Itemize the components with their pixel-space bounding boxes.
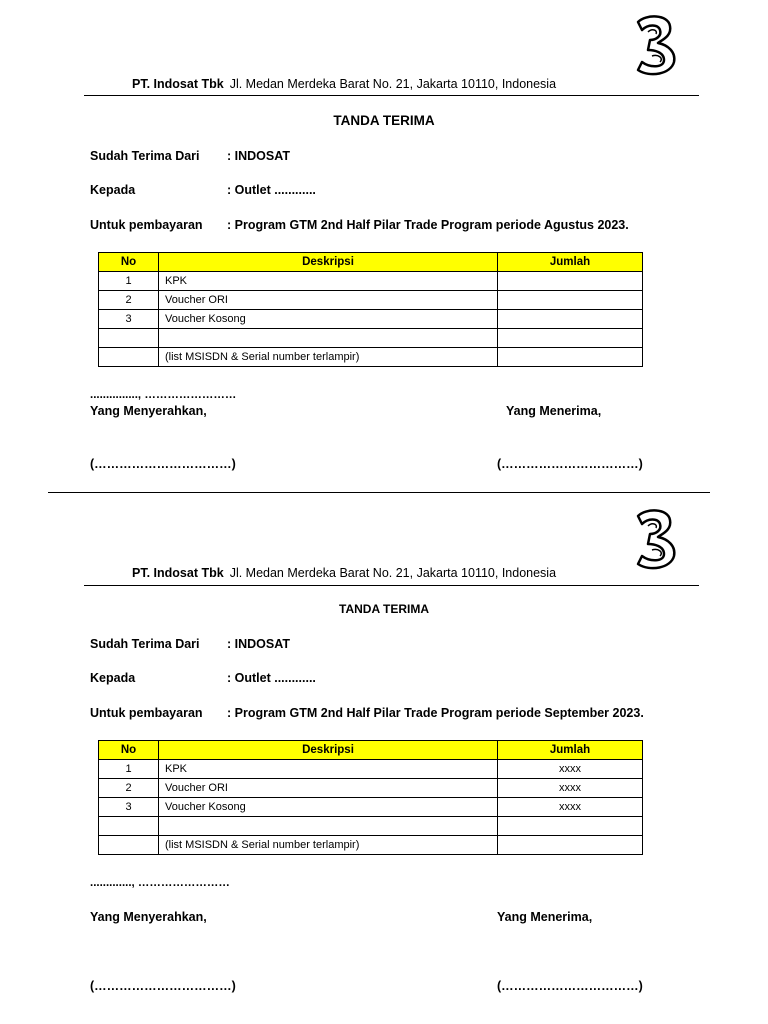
giver-label: Yang Menyerahkan, <box>90 404 207 418</box>
three-logo-icon <box>628 506 680 572</box>
table-row <box>99 836 643 855</box>
cell-amount <box>498 329 643 348</box>
field-label-from: Sudah Terima Dari <box>90 149 200 163</box>
cell-amount: xxxx <box>498 779 643 798</box>
cell-amount <box>498 817 643 836</box>
cell-no: 3 <box>99 798 159 817</box>
header-no: No <box>99 741 159 760</box>
receiver-signature-line: (……………………………) <box>497 457 643 471</box>
table-row <box>99 779 643 798</box>
company-name: PT. Indosat Tbk <box>132 566 224 580</box>
field-label-payment: Untuk pembayaran <box>90 706 203 720</box>
place-date: ............., …………………… <box>90 877 230 889</box>
field-value-payment: : Program GTM 2nd Half Pilar Trade Program periode Agustus 2023. <box>227 218 629 232</box>
field-value-from: : INDOSAT <box>227 149 290 163</box>
cell-description <box>159 817 498 836</box>
cell-description: KPK <box>159 760 498 779</box>
field-label-to: Kepada <box>90 671 136 685</box>
cell-description: KPK <box>159 272 498 291</box>
receipt-title: TANDA TERIMA <box>333 113 435 128</box>
cell-description: Voucher ORI <box>159 291 498 310</box>
header-description: Deskripsi <box>159 741 498 760</box>
field-value-payment: : Program GTM 2nd Half Pilar Trade Program periode September 2023. <box>227 706 644 720</box>
company-address: Jl. Medan Merdeka Barat No. 21, Jakarta 10110, Indonesia <box>229 566 557 580</box>
header-rule <box>84 585 699 586</box>
giver-signature-line: (……………………………) <box>90 457 236 471</box>
header-amount: Jumlah <box>498 741 643 760</box>
table-row <box>99 760 643 779</box>
table-row <box>99 291 643 310</box>
cell-no <box>99 836 159 855</box>
cell-no: 1 <box>99 272 159 291</box>
three-logo-icon <box>628 12 680 78</box>
items-table <box>98 252 643 367</box>
cell-amount: xxxx <box>498 760 643 779</box>
field-label-payment: Untuk pembayaran <box>90 218 203 232</box>
field-label-from: Sudah Terima Dari <box>90 637 200 651</box>
table-row <box>99 798 643 817</box>
cell-description: Voucher Kosong <box>159 798 498 817</box>
receipt-title: TANDA TERIMA <box>339 602 429 616</box>
cell-description: Voucher ORI <box>159 779 498 798</box>
cell-no <box>99 817 159 836</box>
receiver-label: Yang Menerima, <box>506 404 602 418</box>
receiver-label: Yang Menerima, <box>497 910 593 924</box>
cell-description: (list MSISDN & Serial number terlampir) <box>159 836 498 855</box>
cell-no <box>99 329 159 348</box>
cell-description <box>159 329 498 348</box>
cell-no: 3 <box>99 310 159 329</box>
field-value-to: : Outlet ............ <box>227 671 316 685</box>
cut-separator <box>48 492 710 493</box>
company-name: PT. Indosat Tbk <box>132 77 224 91</box>
company-address: Jl. Medan Merdeka Barat No. 21, Jakarta 10110, Indonesia <box>229 77 557 91</box>
cell-description: (list MSISDN & Serial number terlampir) <box>159 348 498 367</box>
header-rule <box>84 95 699 96</box>
table-row <box>99 329 643 348</box>
header-no: No <box>99 253 159 272</box>
cell-amount <box>498 272 643 291</box>
cell-no <box>99 348 159 367</box>
table-header-row <box>99 253 643 272</box>
cell-amount <box>498 348 643 367</box>
header-description: Deskripsi <box>159 253 498 272</box>
cell-amount <box>498 836 643 855</box>
giver-signature-line: (……………………………) <box>90 979 236 993</box>
cell-amount <box>498 291 643 310</box>
table-row <box>99 817 643 836</box>
table-header-row <box>99 741 643 760</box>
giver-label: Yang Menyerahkan, <box>90 910 207 924</box>
cell-no: 1 <box>99 760 159 779</box>
field-value-to: : Outlet ............ <box>227 183 316 197</box>
cell-description: Voucher Kosong <box>159 310 498 329</box>
receiver-signature-line: (……………………………) <box>497 979 643 993</box>
cell-amount: xxxx <box>498 798 643 817</box>
items-table <box>98 740 643 855</box>
table-row <box>99 272 643 291</box>
field-value-from: : INDOSAT <box>227 637 290 651</box>
company-address-line <box>132 566 556 580</box>
table-row <box>99 310 643 329</box>
cell-no: 2 <box>99 291 159 310</box>
cell-amount <box>498 310 643 329</box>
header-amount: Jumlah <box>498 253 643 272</box>
cell-no: 2 <box>99 779 159 798</box>
table-row <box>99 348 643 367</box>
company-address-line <box>132 77 556 91</box>
place-date: ..............., …………………… <box>90 389 237 401</box>
field-label-to: Kepada <box>90 183 136 197</box>
